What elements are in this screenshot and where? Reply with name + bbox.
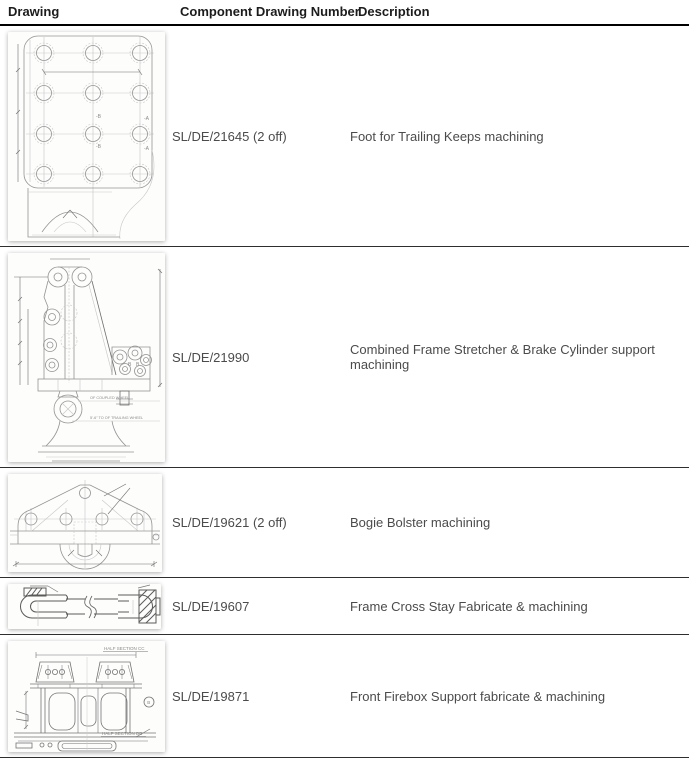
drawing-thumbnail-front-firebox-support (8, 641, 165, 752)
drawing-thumbnail-frame-cross-stay (8, 584, 161, 629)
drawing-description: Frame Cross Stay Fabricate & machining (350, 578, 689, 635)
half-section-cc-label: HALF SECTION CC (104, 646, 145, 651)
drawing-number: SL/DE/21990 (172, 247, 350, 468)
drawing-thumbnail-combined-frame-stretcher (8, 253, 165, 462)
bolt-label-b: B (128, 362, 132, 368)
trailing-wheel-note: 5'-6" TO OF TRAILING WHEEL (90, 416, 144, 420)
column-header-component-drawing-number: Component Drawing Number (172, 0, 350, 25)
table-row (0, 468, 689, 578)
section-marker-b: -B (96, 144, 101, 150)
column-header-drawing: Drawing (0, 0, 172, 25)
drawing-description: Bogie Bolster machining (350, 468, 689, 578)
half-section-dd-label: HALF SECTION DD (102, 731, 143, 736)
drawing-description: Combined Frame Stretcher & Brake Cylinder support machining (350, 247, 689, 468)
bolt-label-b: B (136, 362, 140, 368)
section-marker-a: -A (144, 116, 149, 122)
table-header-row (0, 0, 689, 25)
table-row (0, 578, 689, 635)
technical-drawing-foot-for-trailing-keeps-icon (8, 32, 165, 241)
table-row (0, 25, 689, 247)
table-row (0, 635, 689, 758)
drawing-cell (0, 578, 172, 635)
drawing-number: SL/DE/19871 (172, 635, 350, 758)
technical-drawing-front-firebox-support-icon (8, 641, 165, 752)
table-row (0, 247, 689, 468)
technical-drawing-bogie-bolster-icon (8, 474, 162, 572)
circled-b-marker: B (147, 700, 151, 705)
section-marker-a: -A (144, 146, 149, 152)
drawing-thumbnail-foot-for-trailing-keeps (8, 32, 165, 241)
coupled-wheel-note: OF COUPLED WHEEL (90, 396, 130, 400)
technical-drawing-combined-frame-stretcher-icon (8, 253, 165, 462)
column-header-description: Description (350, 0, 689, 25)
drawing-number: SL/DE/21645 (2 off) (172, 25, 350, 247)
drawing-description: Foot for Trailing Keeps machining (350, 25, 689, 247)
drawing-cell (0, 25, 172, 247)
drawing-number: SL/DE/19621 (2 off) (172, 468, 350, 578)
drawing-cell (0, 468, 172, 578)
drawing-thumbnail-bogie-bolster (8, 474, 162, 572)
technical-drawing-frame-cross-stay-icon (8, 584, 161, 629)
section-marker-b: -B (96, 114, 101, 120)
drawing-description: Front Firebox Support fabricate & machining (350, 635, 689, 758)
drawing-cell (0, 247, 172, 468)
drawing-cell (0, 635, 172, 758)
drawing-number: SL/DE/19607 (172, 578, 350, 635)
